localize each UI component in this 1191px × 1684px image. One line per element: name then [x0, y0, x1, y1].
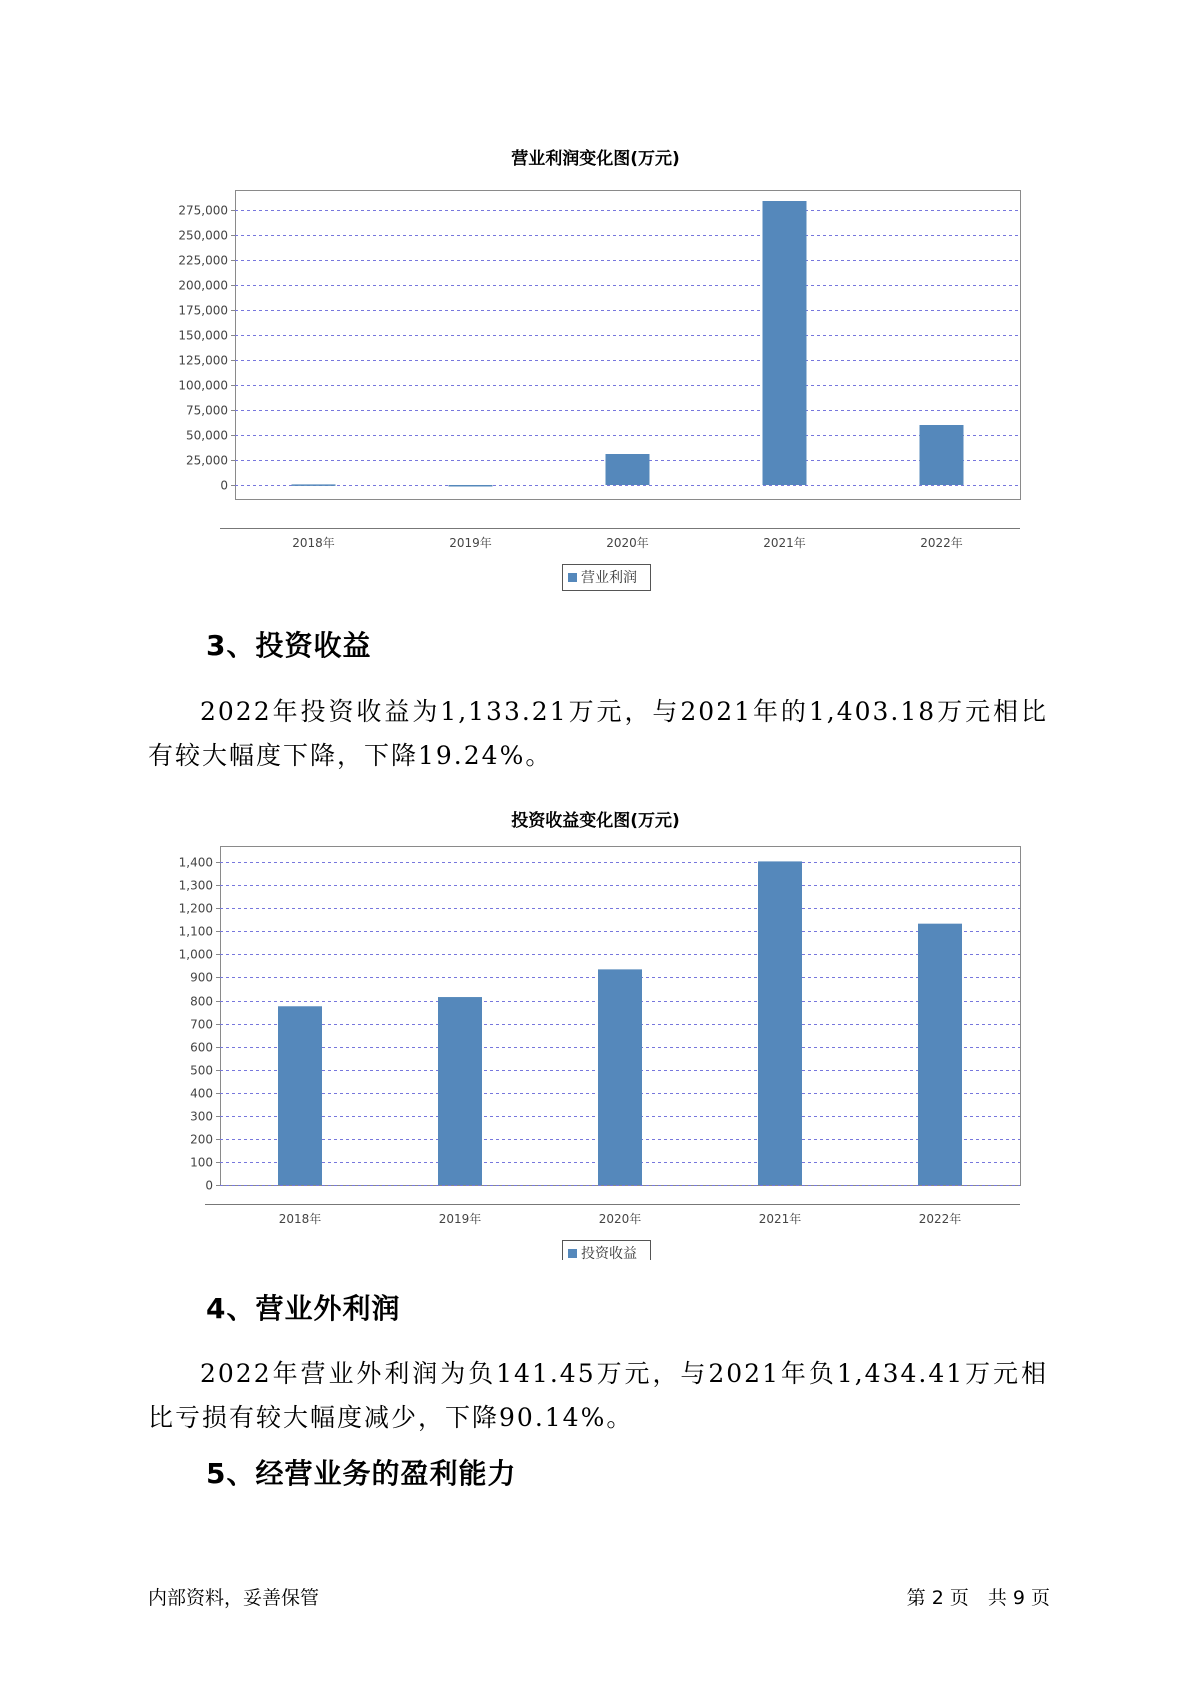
y-tick-label: 275,000 [178, 203, 228, 218]
x-tick-label: 2018年 [292, 536, 335, 550]
bar-2021年 [758, 861, 802, 1185]
y-tick-label: 1,300 [178, 878, 213, 893]
y-tick-label: 75,000 [186, 403, 228, 418]
bar-2018年 [292, 484, 336, 486]
x-tick-label: 2019年 [438, 1212, 482, 1226]
x-tick-label: 2020年 [598, 1212, 642, 1226]
y-tick-label: 1,200 [178, 901, 213, 916]
y-tick-label: 150,000 [178, 328, 228, 343]
legend-swatch [568, 573, 577, 582]
x-tick-label: 2018年 [278, 1212, 322, 1226]
section-3-paragraph: 2022年投资收益为1,133.21万元，与2021年的1,403.18万元相比有较大幅度下降，下降19.24%。 [148, 697, 1048, 770]
x-tick-label: 2019年 [449, 536, 492, 550]
x-tick-label: 2021年 [758, 1212, 802, 1226]
y-tick-label: 100,000 [178, 378, 228, 393]
y-tick-label: 1,000 [178, 947, 213, 962]
legend-label: 投资收益 [581, 1246, 637, 1260]
y-tick-label: 600 [190, 1040, 213, 1055]
bar-2021年 [763, 201, 807, 485]
y-tick-label: 125,000 [178, 353, 228, 368]
y-tick-label: 200,000 [178, 278, 228, 293]
y-tick-label: 1,400 [178, 855, 213, 870]
y-tick-label: 50,000 [186, 428, 228, 443]
y-tick-label: 700 [190, 1017, 213, 1032]
section-5-heading: 5、经营业务的盈利能力 [206, 1457, 517, 1490]
y-tick-label: 1,100 [178, 924, 213, 939]
chart2-title: 投资收益变化图(万元) [511, 811, 680, 831]
bar-2020年 [598, 969, 642, 1185]
chart-legend [563, 1241, 651, 1261]
bar-2019年 [438, 997, 482, 1185]
y-tick-label: 250,000 [178, 228, 228, 243]
y-tick-label: 900 [190, 970, 213, 985]
bar-2022年 [918, 924, 962, 1185]
chart1-title: 营业利润变化图(万元) [511, 149, 680, 169]
y-tick-label: 175,000 [178, 303, 228, 318]
x-tick-label: 2022年 [918, 1212, 962, 1226]
bar-2020年 [606, 454, 650, 485]
legend-swatch [568, 1249, 577, 1258]
chart-legend [563, 565, 651, 591]
investment-income-chart [150, 840, 1030, 1260]
y-tick-label: 500 [190, 1063, 213, 1078]
y-tick-label: 0 [220, 478, 228, 493]
bar-2019年 [449, 485, 493, 487]
section-3-heading: 3、投资收益 [206, 629, 372, 662]
x-tick-label: 2020年 [606, 536, 649, 550]
y-tick-label: 0 [205, 1178, 213, 1193]
section-4-heading: 4、营业外利润 [206, 1292, 401, 1325]
y-tick-label: 25,000 [186, 453, 228, 468]
bar-2022年 [920, 425, 964, 485]
operating-profit-chart [150, 180, 1030, 600]
y-tick-label: 225,000 [178, 253, 228, 268]
footer-confidential-note: 内部资料，妥善保管 [148, 1587, 320, 1609]
y-tick-label: 200 [190, 1132, 213, 1147]
plot-area [236, 191, 1021, 500]
y-tick-label: 100 [190, 1155, 213, 1170]
y-tick-label: 400 [190, 1086, 213, 1101]
section-4-paragraph: 2022年营业外利润为负141.45万元，与2021年负1,434.41万元相比亏损有较大幅度减少，下降90.14%。 [148, 1359, 1048, 1432]
footer-page-number: 第 2 页 共 9 页 [906, 1587, 1050, 1609]
legend-label: 营业利润 [581, 570, 637, 586]
x-tick-label: 2022年 [920, 536, 963, 550]
y-tick-label: 300 [190, 1109, 213, 1124]
y-tick-label: 800 [190, 994, 213, 1009]
bar-2018年 [278, 1006, 322, 1185]
x-tick-label: 2021年 [763, 536, 806, 550]
